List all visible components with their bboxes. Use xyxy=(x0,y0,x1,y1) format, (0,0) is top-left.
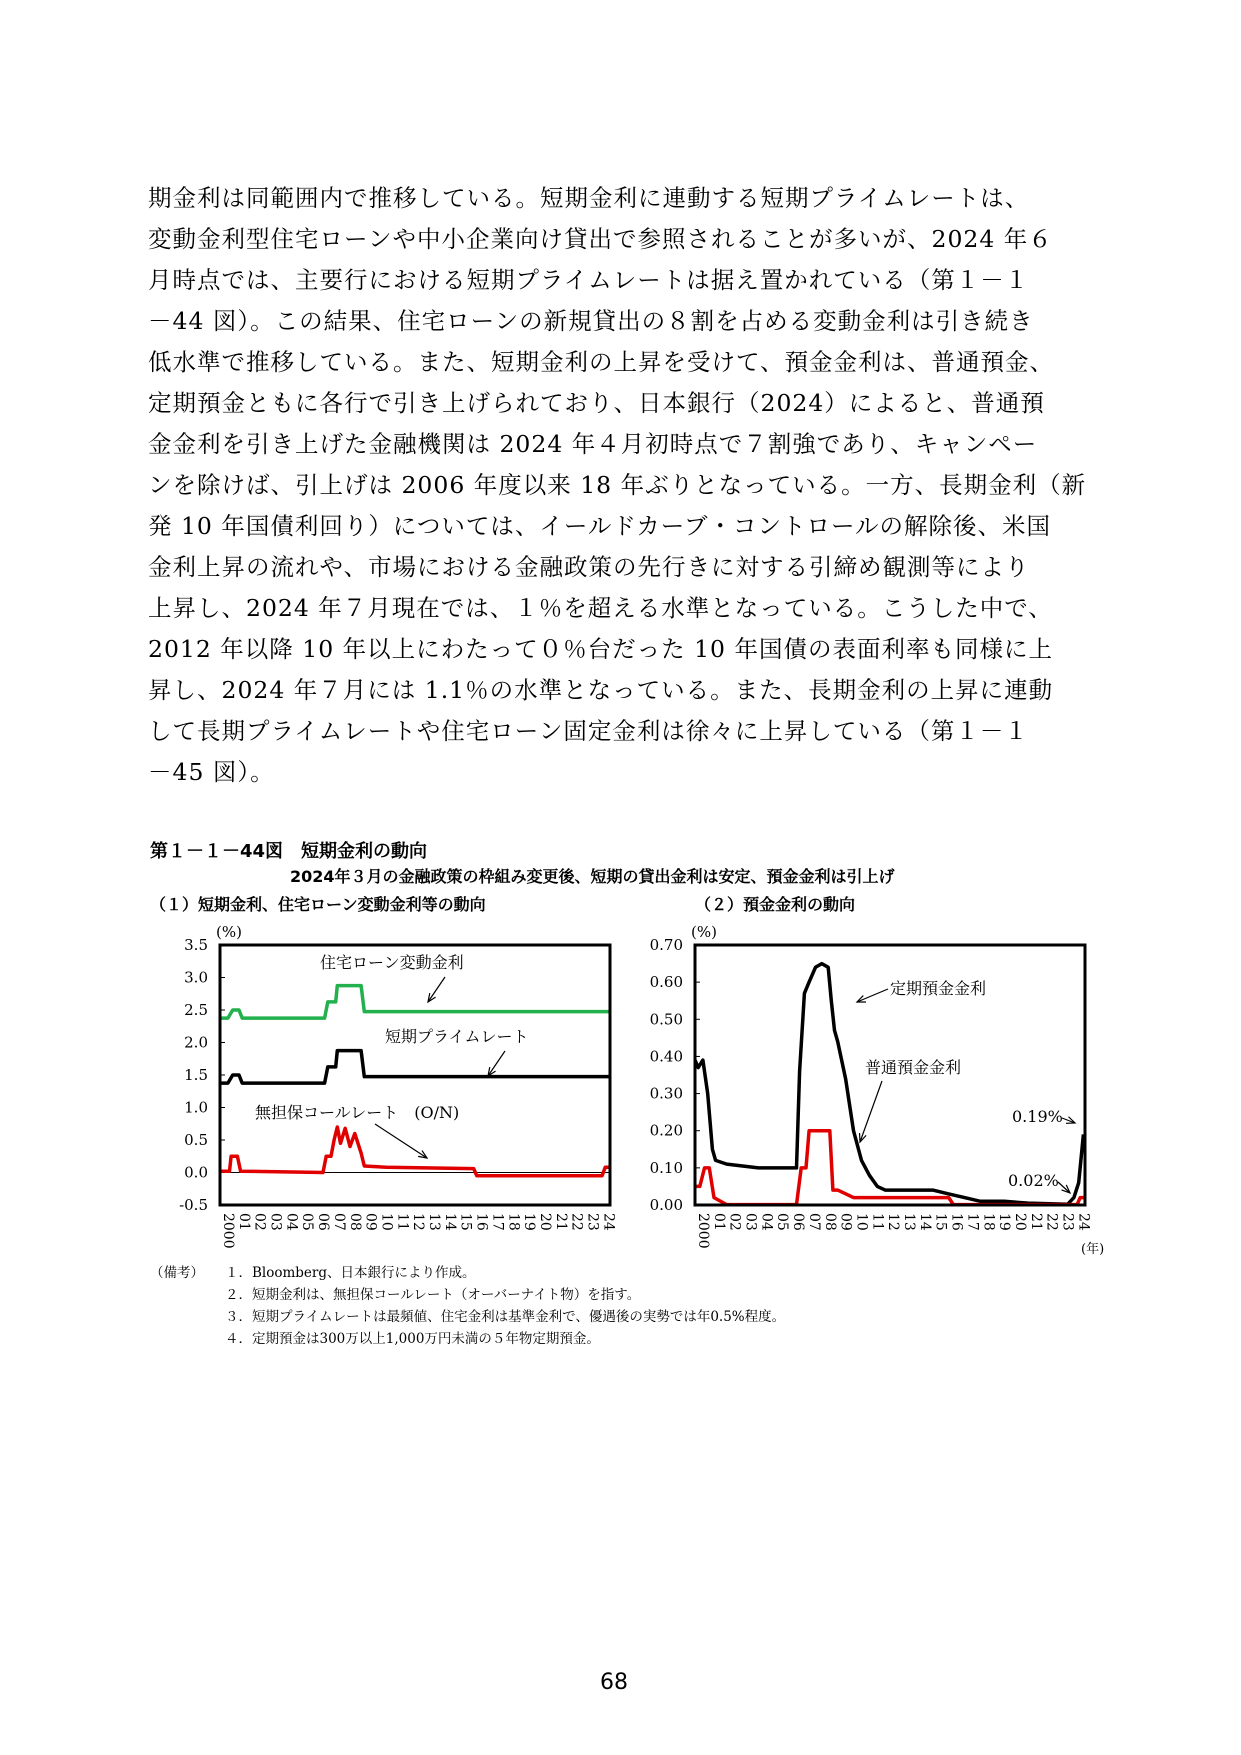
x-tick-label: 23 xyxy=(584,1213,601,1231)
note-text: 定期預金は300万以上1,000万円未満の５年物定期預金。 xyxy=(252,1331,600,1347)
y-tick-label: -0.5 xyxy=(179,1196,208,1214)
series-line xyxy=(220,1051,610,1084)
x-tick-label: 04 xyxy=(758,1213,775,1231)
figure-title: 第１－１－44図 短期金利の動向 xyxy=(150,841,428,862)
body-line: 変動金利型住宅ローンや中小企業向け貸出で参照されることが多いが、2024 年６ xyxy=(148,225,1053,253)
y-tick-label: 0.70 xyxy=(649,936,683,954)
note-row xyxy=(150,1284,785,1306)
x-tick-label: 24 xyxy=(1075,1213,1092,1231)
note-number: ３． xyxy=(225,1309,252,1325)
x-tick-label: 19 xyxy=(996,1213,1013,1231)
annotation-arrowhead xyxy=(488,1067,496,1076)
annotation-label: 無担保コールレート (O/N) xyxy=(255,1103,460,1122)
body-line: ンを除けば、引上げは 2006 年度以来 18 年ぶりとなっている。一方、長期金利（新 xyxy=(148,471,1087,499)
x-tick-label: 05 xyxy=(774,1213,791,1231)
x-tick-label: 07 xyxy=(805,1213,822,1231)
x-tick-label: 23 xyxy=(1059,1213,1076,1231)
body-line: －44 図）。この結果、住宅ローンの新規貸出の８割を占める変動金利は引き続き xyxy=(148,307,1034,335)
panel2-title: （２）預金金利の動向 xyxy=(695,895,856,914)
body-line: 金利上昇の流れや、市場における金融政策の先行きに対する引締め観測等により xyxy=(148,553,1030,581)
body-line: 上昇し、2024 年７月現在では、１％を超える水準となっている。こうした中で、 xyxy=(148,594,1053,622)
y-tick-label: 3.5 xyxy=(184,936,208,954)
x-tick-label: 11 xyxy=(394,1213,411,1231)
y-tick-label: 3.0 xyxy=(184,968,208,987)
x-tick-label: 20 xyxy=(1012,1213,1028,1231)
annotation-arrowhead xyxy=(418,1151,427,1158)
series-line xyxy=(220,986,610,1019)
note-text: 短期金利は、無担保コールレート（オーバーナイト物）を指す。 xyxy=(252,1287,641,1303)
y-tick-label: 0.40 xyxy=(649,1047,683,1066)
y-tick-label: 0.10 xyxy=(649,1158,683,1177)
series-line xyxy=(695,964,1083,1205)
notes xyxy=(150,1262,785,1350)
y-tick-label: 0.0 xyxy=(184,1163,208,1182)
x-tick-label: 08 xyxy=(821,1213,838,1231)
x-tick-label: 11 xyxy=(869,1213,886,1231)
x-tick-label: 10 xyxy=(853,1213,870,1231)
x-tick-label: 14 xyxy=(441,1213,458,1231)
x-tick-label: 22 xyxy=(568,1213,585,1231)
body-line: して長期プライムレートや住宅ローン固定金利は徐々に上昇している（第１－１ xyxy=(148,717,1029,745)
deposit-rates-chart xyxy=(620,910,1105,1270)
y-tick-label: 1.0 xyxy=(184,1098,208,1117)
body-line: 定期預金ともに各行で引き上げられており、日本銀行（2024）によると、普通預 xyxy=(148,389,1045,417)
x-tick-label: 01 xyxy=(710,1213,727,1231)
x-tick-label: 15 xyxy=(457,1213,474,1231)
x-tick-label: 12 xyxy=(410,1213,427,1231)
x-tick-label: 18 xyxy=(980,1213,997,1231)
x-tick-label: 01 xyxy=(235,1213,252,1231)
x-unit-label: (年) xyxy=(1081,1242,1105,1257)
notes-label: （備考） xyxy=(150,1265,204,1281)
x-tick-label: 20 xyxy=(537,1213,553,1231)
x-tick-label: 21 xyxy=(1027,1213,1044,1231)
x-tick-label: 13 xyxy=(426,1213,443,1231)
x-tick-label: 17 xyxy=(964,1213,981,1231)
x-tick-label: 16 xyxy=(473,1213,490,1231)
y-tick-label: 0.30 xyxy=(649,1084,683,1103)
annotation-label: 短期プライムレート xyxy=(385,1027,529,1046)
x-tick-label: 07 xyxy=(330,1213,347,1231)
x-tick-label: 03 xyxy=(742,1213,759,1231)
x-tick-label: 02 xyxy=(251,1213,268,1231)
annotation-arrow xyxy=(428,977,445,1002)
body-line: 期金利は同範囲内で推移している。短期金利に連動する短期プライムレートは、 xyxy=(148,184,1030,212)
x-tick-label: 24 xyxy=(600,1213,617,1231)
figure-subtitle: 2024年３月の金融政策の枠組み変更後、短期の貸出金利は安定、預金金利は引上げ xyxy=(290,867,895,886)
y-tick-label: 2.5 xyxy=(184,1001,208,1019)
note-number: １． xyxy=(225,1265,252,1281)
y-unit-label: (%) xyxy=(691,923,717,941)
annotation-arrow xyxy=(375,1124,427,1158)
body-line: 月時点では、主要行における短期プライムレートは据え置かれている（第１－１ xyxy=(148,266,1030,294)
x-tick-label: 12 xyxy=(885,1213,902,1231)
y-unit-label: (%) xyxy=(216,923,242,941)
y-tick-label: 0.5 xyxy=(184,1131,208,1149)
series-line xyxy=(220,1127,610,1176)
y-tick-label: 0.20 xyxy=(649,1121,683,1140)
x-tick-label: 06 xyxy=(790,1213,807,1231)
annotation-label: 0.19% xyxy=(1012,1107,1063,1126)
x-tick-label: 15 xyxy=(932,1213,949,1231)
panel1-title: （１）短期金利、住宅ローン変動金利等の動向 xyxy=(150,895,486,914)
x-tick-label: 04 xyxy=(283,1213,300,1231)
body-line: －45 図）。 xyxy=(148,758,275,786)
x-tick-label: 19 xyxy=(521,1213,538,1231)
note-row xyxy=(150,1328,785,1350)
annotation-label: 定期預金金利 xyxy=(890,979,987,998)
note-row xyxy=(150,1306,785,1328)
x-tick-label: 22 xyxy=(1043,1213,1060,1231)
x-tick-label: 2000 xyxy=(219,1213,236,1249)
y-tick-label: 0.00 xyxy=(649,1196,683,1214)
annotation-arrow xyxy=(857,989,888,1002)
x-tick-label: 16 xyxy=(948,1213,965,1231)
body-text xyxy=(148,178,1098,793)
x-tick-label: 09 xyxy=(837,1213,854,1231)
body-line: 2012 年以降 10 年以上にわたって０％台だった 10 年国債の表面利率も同様に上 xyxy=(148,635,1053,663)
note-row xyxy=(150,1262,785,1284)
annotation-arrowhead xyxy=(428,993,436,1002)
x-tick-label: 13 xyxy=(901,1213,918,1231)
x-tick-label: 18 xyxy=(505,1213,522,1231)
annotation-arrow xyxy=(860,1081,882,1142)
y-tick-label: 0.60 xyxy=(649,973,683,992)
body-line: 低水準で推移している。また、短期金利の上昇を受けて、預金金利は、普通預金、 xyxy=(148,348,1055,376)
body-line: 金金利を引き上げた金融機関は 2024 年４月初時点で７割強であり、キャンペー xyxy=(148,430,1038,458)
annotation-label: 住宅ローン変動金利 xyxy=(320,953,464,972)
short-term-rates-chart xyxy=(140,910,620,1270)
x-tick-label: 10 xyxy=(378,1213,395,1231)
y-tick-label: 2.0 xyxy=(184,1033,208,1052)
x-tick-label: 02 xyxy=(726,1213,743,1231)
body-line: 発 10 年国債利回り）については、イールドカーブ・コントロールの解除後、米国 xyxy=(148,512,1052,540)
note-text: 短期プライムレートは最頻値、住宅金利は基準金利で、優遇後の実勢では年0.5%程度。 xyxy=(252,1309,786,1325)
body-line: 昇し、2024 年７月には 1.1％の水準となっている。また、長期金利の上昇に連動 xyxy=(148,676,1054,704)
note-number: ４． xyxy=(225,1331,252,1347)
x-tick-label: 14 xyxy=(916,1213,933,1231)
y-tick-label: 0.50 xyxy=(649,1010,683,1029)
annotation-arrow xyxy=(488,1051,505,1076)
x-tick-label: 17 xyxy=(489,1213,506,1231)
note-text: Bloomberg、日本銀行により作成。 xyxy=(252,1265,476,1281)
annotation-label: 普通預金金利 xyxy=(865,1058,962,1077)
annotation-label: 0.02% xyxy=(1008,1171,1059,1190)
x-tick-label: 21 xyxy=(552,1213,569,1231)
y-tick-label: 1.5 xyxy=(184,1066,208,1084)
x-tick-label: 2000 xyxy=(694,1213,711,1249)
x-tick-label: 03 xyxy=(267,1213,284,1231)
x-tick-label: 05 xyxy=(299,1213,316,1231)
x-tick-label: 09 xyxy=(362,1213,379,1231)
page-number: 68 xyxy=(600,1670,628,1695)
note-number: ２． xyxy=(225,1287,252,1303)
x-tick-label: 06 xyxy=(315,1213,332,1231)
x-tick-label: 08 xyxy=(346,1213,363,1231)
